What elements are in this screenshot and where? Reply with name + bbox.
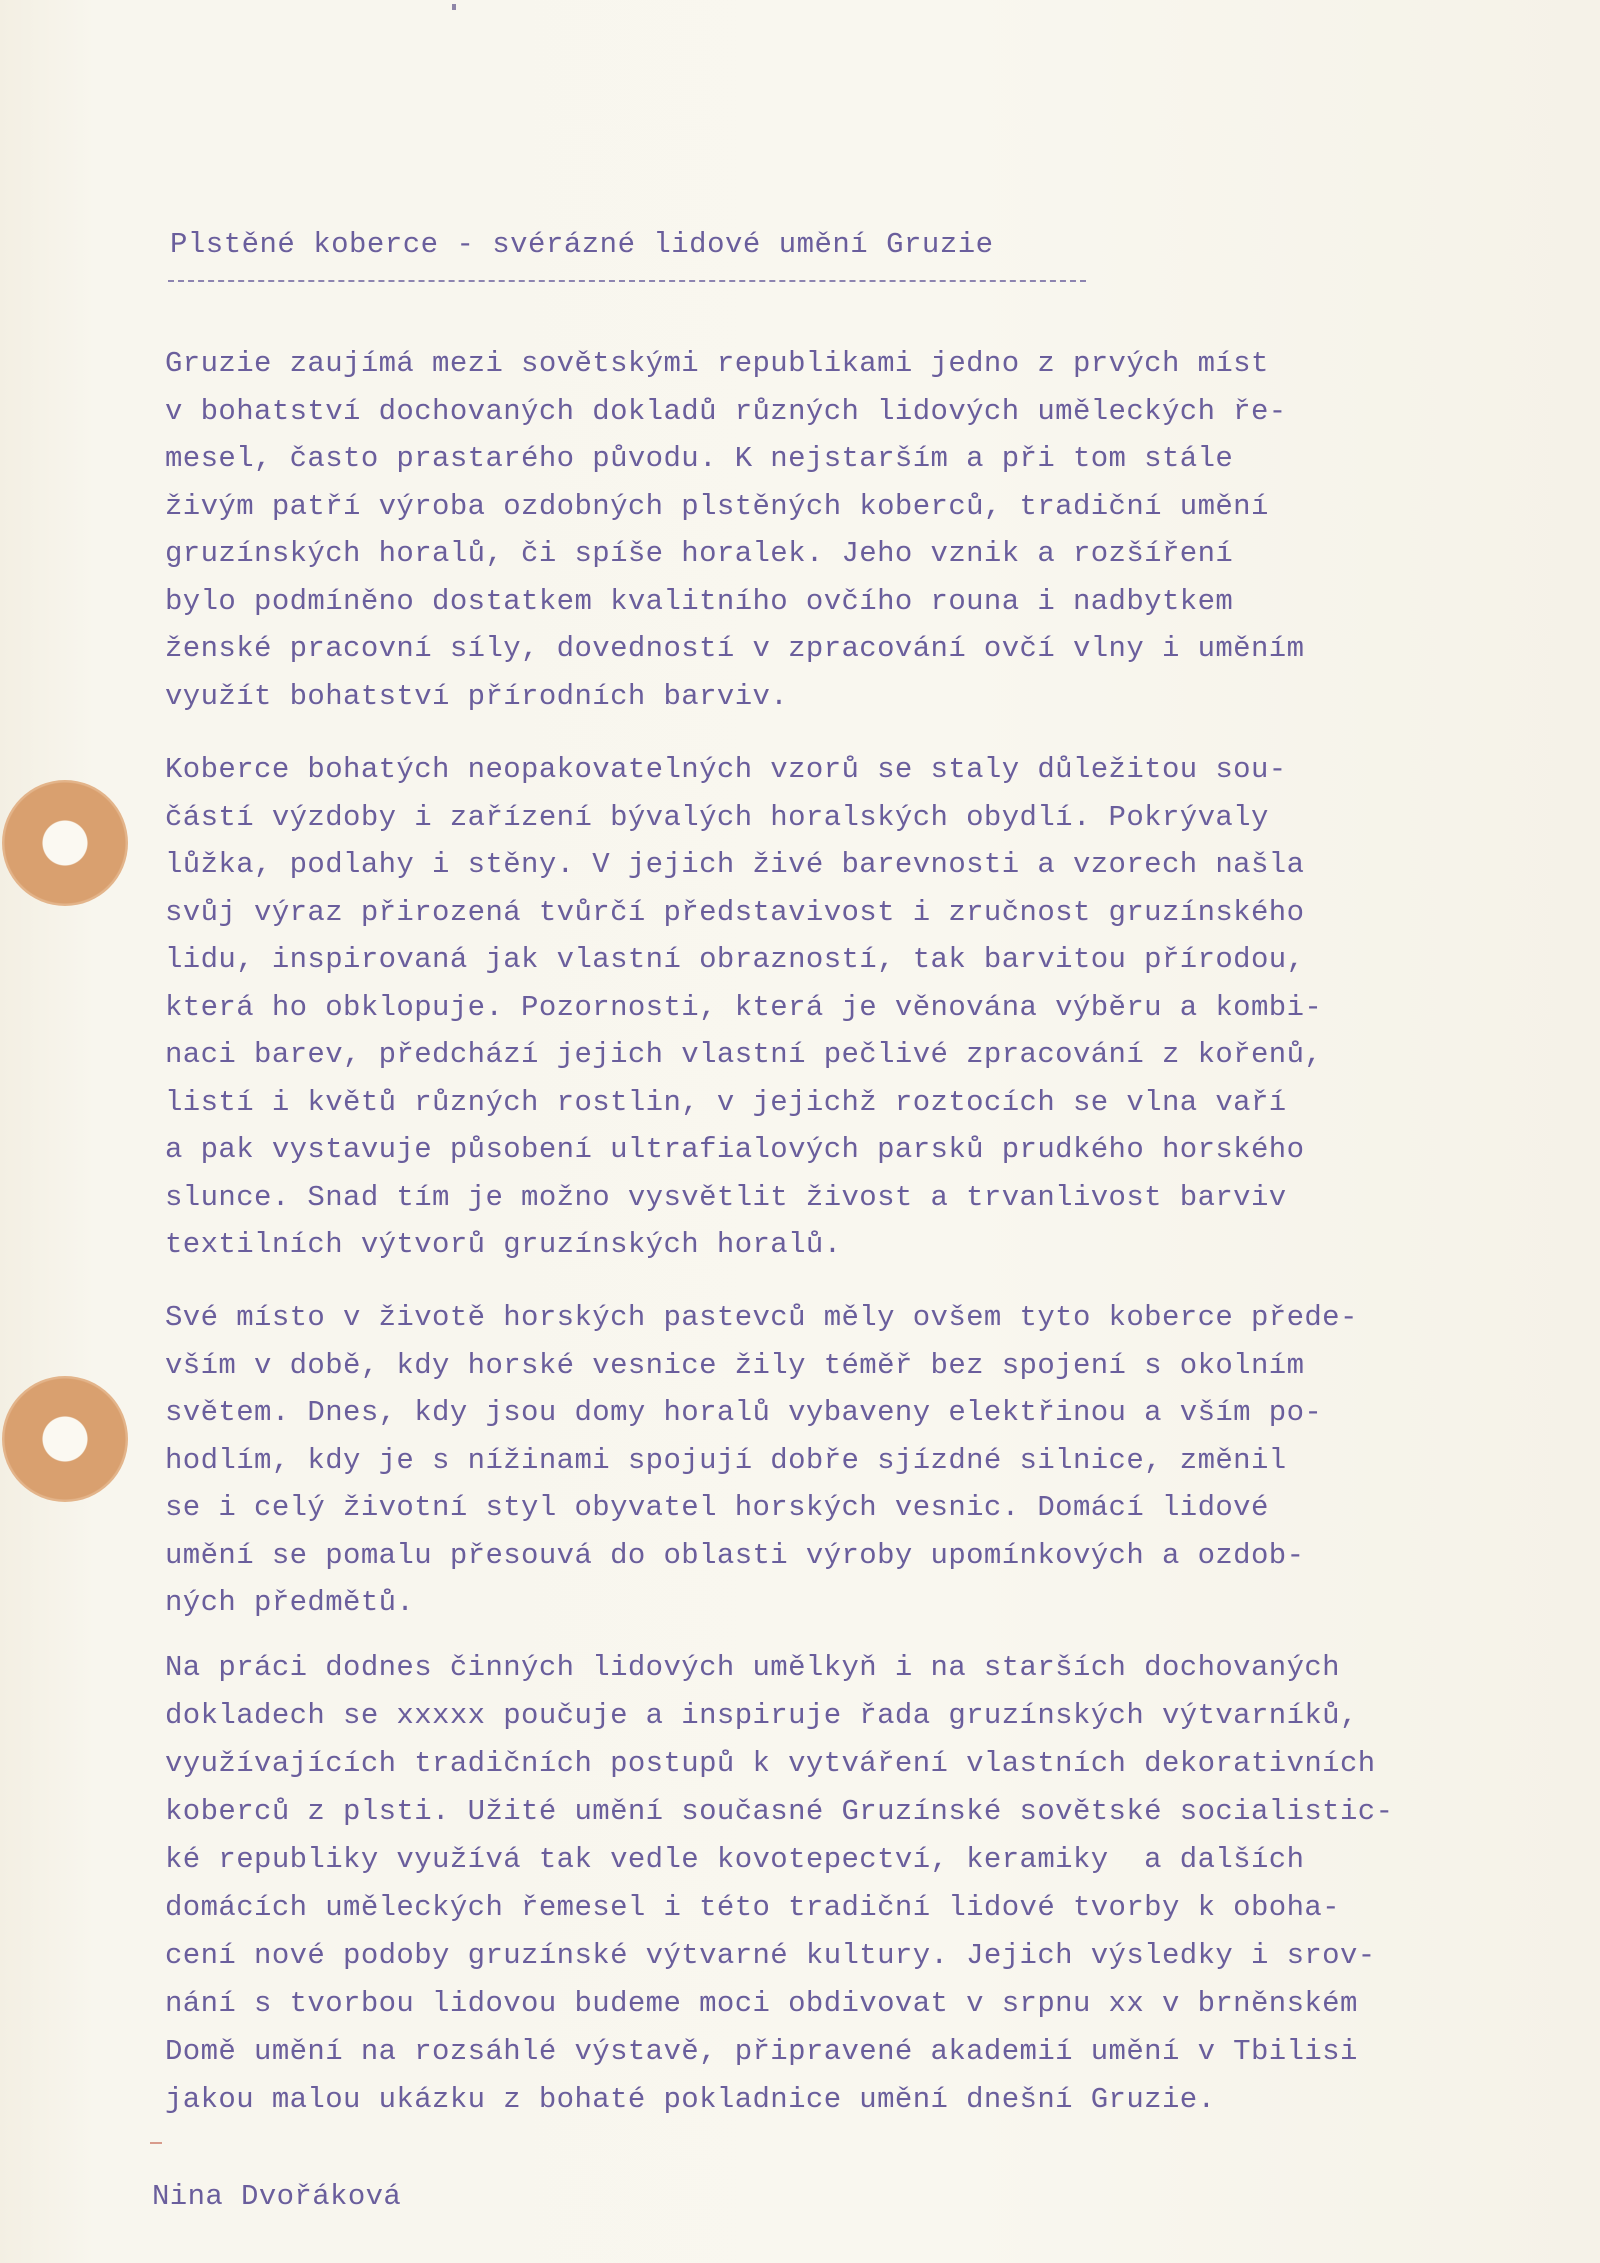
text-line: využít bohatství přírodních barviv. <box>165 679 789 713</box>
text-line: a pak vystavuje působení ultrafialových parsků prudkého horského <box>165 1133 1305 1166</box>
text-line: vším v době, kdy horské vesnice žily téměř bez spojení s okolním <box>165 1348 1305 1382</box>
text-line: bylo podmíněno dostatkem kvalitního ovčího rouna i nadbytkem <box>165 584 1234 618</box>
text-line: Na práci dodnes činných lidových umělkyň i na starších dochovaných <box>165 1651 1340 1684</box>
title-underline <box>168 280 1086 282</box>
paragraph-3 <box>165 1294 1505 1627</box>
text-line: dokladech se xxxxx poučuje a inspiruje řada gruzínských výtvarníků, <box>165 1699 1358 1732</box>
text-line: světem. Dnes, kdy jsou domy horalů vybaveny elektřinou a vším po- <box>165 1396 1323 1429</box>
text-line: koberců z plsti. Užité umění současné Gruzínské sovětské socialistic- <box>165 1795 1394 1828</box>
text-line: mesel, často prastarého původu. K nejstarším a při tom stále <box>165 442 1234 475</box>
paragraph-1 <box>165 340 1505 720</box>
text-line: Své místo v životě horských pastevců měly ovšem tyto koberce přede- <box>165 1301 1358 1334</box>
text-line: v bohatství dochovaných dokladů různých lidových uměleckých ře- <box>165 394 1287 428</box>
edge-mark <box>452 4 456 10</box>
text-line: Domě umění na rozsáhlé výstavě, připravené akademií umění v Tbilisi <box>165 2035 1358 2068</box>
text-line: jakou malou ukázku z bohaté pokladnice umění dnešní Gruzie. <box>165 2083 1216 2116</box>
text-line: lidu, inspirovaná jak vlastní obrazností, tak barvitou přírodou, <box>165 943 1305 976</box>
text-line: hodlím, kdy je s nížinami spojují dobře sjízdné silnice, změnil <box>165 1443 1287 1477</box>
author-signature: Nina Dvořáková <box>152 2180 402 2213</box>
punch-hole <box>2 780 128 906</box>
text-line: ké republiky využívá tak vedle kovotepectví, keramiky a dalších <box>165 1843 1305 1876</box>
paragraph-4 <box>165 1644 1505 2124</box>
text-line: domácích uměleckých řemesel i této tradiční lidové tvorby k oboha- <box>165 1891 1340 1924</box>
punch-hole <box>2 1376 128 1502</box>
text-line: která ho obklopuje. Pozornosti, která je věnována výběru a kombi- <box>165 990 1323 1024</box>
text-line: Gruzie zaujímá mezi sovětskými republikami jedno z prvých míst <box>165 347 1269 380</box>
text-line: využívajících tradičních postupů k vytváření vlastních dekorativních <box>165 1747 1376 1780</box>
document-title: Plstěné koberce - svérázné lidové umění Gruzie <box>170 228 994 261</box>
text-line: ženské pracovní síly, dovedností v zpracování ovčí vlny i uměním <box>165 632 1305 665</box>
text-line: slunce. Snad tím je možno vysvětlit živost a trvanlivost barviv <box>165 1180 1287 1214</box>
paragraph-2 <box>165 746 1505 1269</box>
text-line: živým patří výroba ozdobných plstěných koberců, tradiční umění <box>165 489 1269 523</box>
text-line: gruzínských horalů, či spíše horalek. Jeho vznik a rozšíření <box>165 537 1234 570</box>
margin-mark <box>150 2142 162 2144</box>
text-line: textilních výtvorů gruzínských horalů. <box>165 1228 842 1261</box>
text-line: listí i květů různých rostlin, v jejichž roztocích se vlna vaří <box>165 1085 1287 1119</box>
text-line: cení nové podoby gruzínské výtvarné kultury. Jejich výsledky i srov- <box>165 1939 1376 1972</box>
text-line: se i celý životní styl obyvatel horských vesnic. Domácí lidové <box>165 1491 1269 1524</box>
text-line: naci barev, předchází jejich vlastní pečlivé zpracování z kořenů, <box>165 1038 1323 1071</box>
text-line: umění se pomalu přesouvá do oblasti výroby upomínkových a ozdob- <box>165 1538 1305 1572</box>
text-line: nání s tvorbou lidovou budeme moci obdivovat v srpnu xx v brněnském <box>165 1987 1358 2020</box>
text-line: lůžka, podlahy i stěny. V jejich živé barevnosti a vzorech našla <box>165 848 1305 881</box>
text-line: Koberce bohatých neopakovatelných vzorů se staly důležitou sou- <box>165 753 1287 786</box>
text-line: ných předmětů. <box>165 1586 415 1619</box>
text-line: svůj výraz přirozená tvůrčí představivost i zručnost gruzínského <box>165 895 1305 929</box>
text-line: částí výzdoby i zařízení bývalých horalských obydlí. Pokrývaly <box>165 800 1269 834</box>
